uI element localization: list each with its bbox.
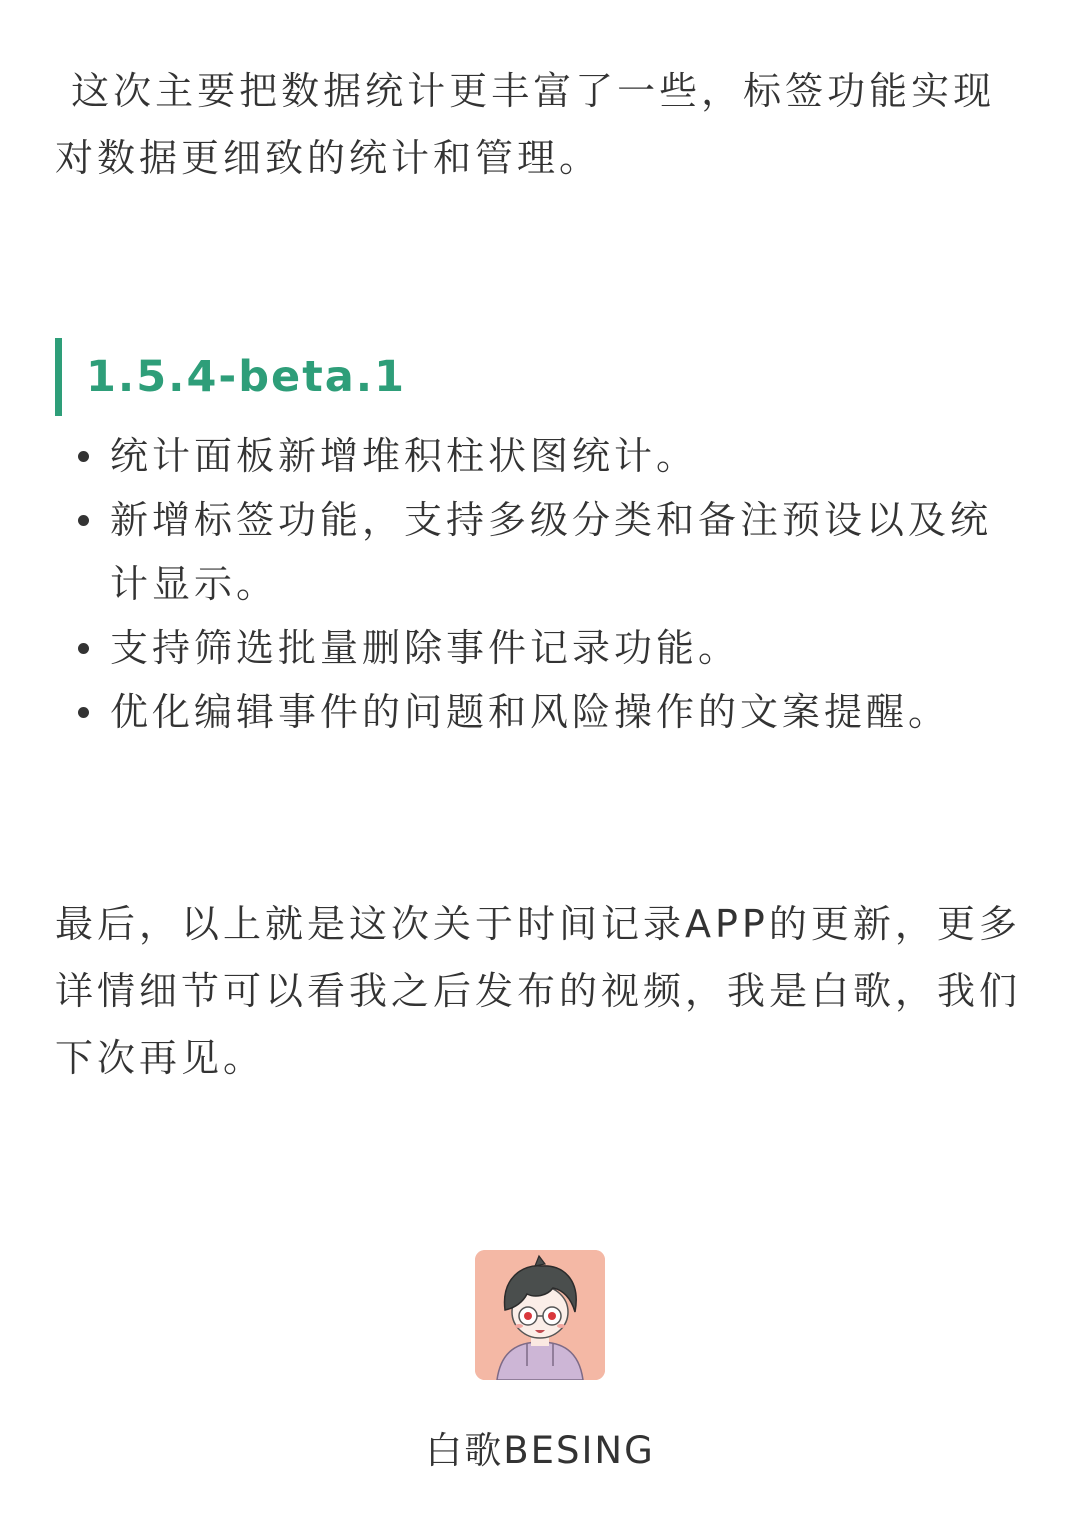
version-heading [55, 338, 1030, 416]
version-accent-bar [55, 338, 62, 416]
bullet-icon [78, 643, 89, 654]
avatar-illustration-icon [475, 1250, 605, 1380]
changelog-item-text: 支持筛选批量删除事件记录功能。 [110, 626, 741, 670]
version-section [55, 338, 1030, 744]
author-name[interactable]: 白歌BESING [425, 1429, 655, 1472]
changelog-item-text: 新增标签功能，支持多级分类和备注预设以及统计显示。 [110, 498, 993, 606]
bullet-icon [78, 515, 89, 526]
bullet-icon [78, 707, 89, 718]
changelog-item [55, 616, 1030, 680]
intro-paragraph: 这次主要把数据统计更丰富了一些，标签功能实现对数据更细致的统计和管理。 [55, 69, 996, 180]
changelog-list [55, 424, 1030, 744]
changelog-item [55, 424, 1030, 488]
changelog-item-text: 优化编辑事件的问题和风险操作的文案提醒。 [110, 690, 951, 734]
changelog-item [55, 488, 1030, 616]
changelog-item-text: 统计面板新增堆积柱状图统计。 [110, 434, 699, 478]
changelog-item [55, 680, 1030, 744]
bullet-icon [78, 451, 89, 462]
article-body [55, 58, 1030, 1092]
version-title: 1.5.4-beta.1 [86, 352, 407, 402]
author-card [0, 1250, 1080, 1474]
closing-paragraph: 最后，以上就是这次关于时间记录APP的更新，更多详情细节可以看我之后发布的视频，我是白歌，我们下次再见。 [55, 902, 1022, 1080]
author-avatar[interactable] [475, 1250, 605, 1380]
